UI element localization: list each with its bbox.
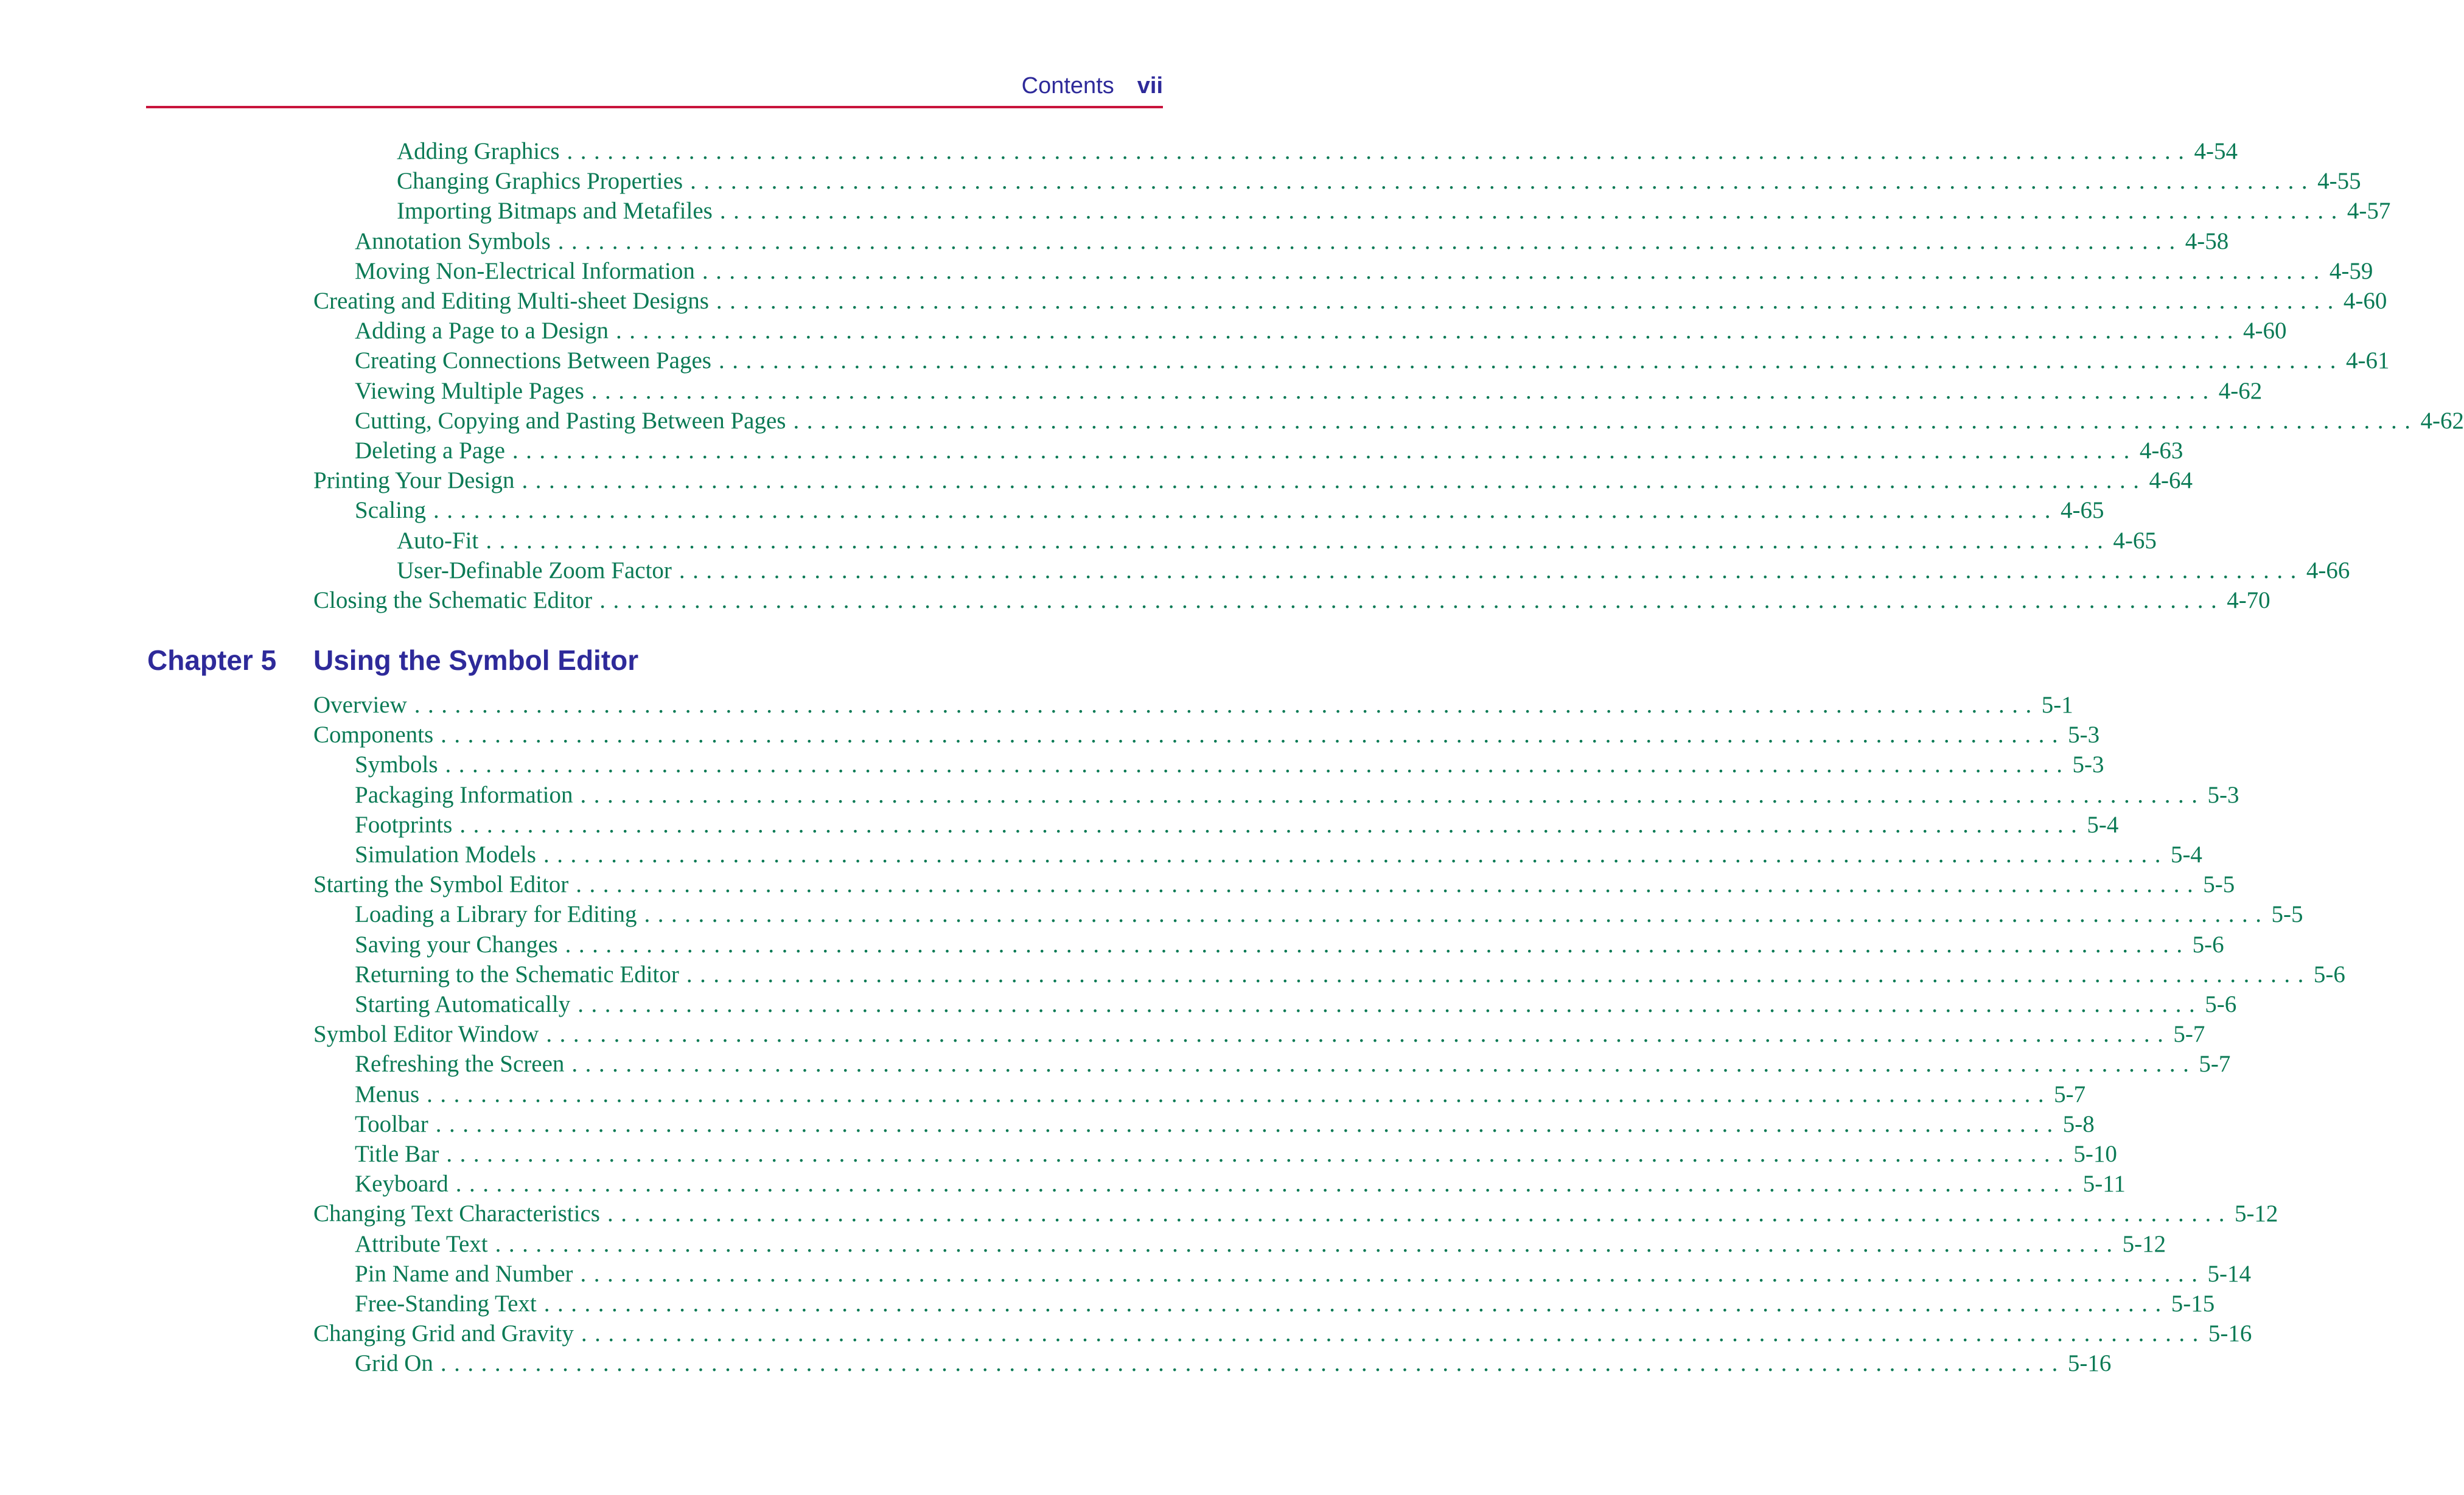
toc-entry-title: Packaging Information: [355, 781, 573, 808]
toc-entry-page: 5-5: [2203, 871, 2235, 898]
dot-leader: ........................................................................................................................: [607, 1201, 2232, 1227]
toc-entry[interactable]: [355, 901, 2303, 930]
toc-entry[interactable]: [355, 1170, 2126, 1200]
toc-entry[interactable]: [355, 781, 2239, 811]
toc-entry[interactable]: [355, 841, 2202, 871]
toc-entry-page: 5-12: [2234, 1201, 2278, 1227]
dot-leader: ........................................................................................................................: [718, 347, 2344, 374]
dot-leader: ........................................................................................................................: [512, 437, 2137, 464]
toc-entry-title: Loading a Library for Editing: [355, 901, 637, 928]
toc-entry-page: 4-66: [2306, 557, 2350, 584]
toc-entry[interactable]: [355, 751, 2104, 781]
dot-leader: ........................................................................................................................: [543, 1291, 2169, 1317]
dot-leader: ........................................................................................................................: [440, 1350, 2065, 1377]
toc-entry-title: Footprints: [355, 811, 453, 838]
toc-entry-title: Adding Graphics: [397, 138, 560, 164]
toc-entry[interactable]: [397, 557, 2350, 587]
toc-entry-title: Symbols: [355, 751, 438, 778]
toc-entry[interactable]: [313, 1320, 2252, 1350]
dot-leader: ........................................................................................................................: [690, 168, 2316, 195]
toc-entry[interactable]: [355, 1050, 2231, 1080]
toc-entry-page: 4-61: [2345, 347, 2390, 374]
toc-entry-page: 4-70: [2227, 587, 2270, 613]
dot-leader: ........................................................................................................................: [580, 781, 2205, 808]
dot-leader: ........................................................................................................................: [433, 497, 2058, 524]
toc-entry-page: 5-1: [2041, 692, 2073, 718]
toc-entry[interactable]: [397, 527, 2157, 557]
dot-leader: ........................................................................................................................: [571, 1051, 2197, 1078]
toc-entry-title: Keyboard: [355, 1171, 448, 1197]
dot-leader: ........................................................................................................................: [546, 1021, 2171, 1048]
toc-entry-title: Returning to the Schematic Editor: [355, 961, 679, 988]
dot-leader: ........................................................................................................................: [446, 1141, 2071, 1167]
toc-entry[interactable]: [355, 257, 2373, 287]
dot-leader: ........................................................................................................................: [793, 407, 2418, 434]
toc-entry-title: Toolbar: [355, 1110, 428, 1137]
toc-entry[interactable]: [355, 437, 2183, 467]
header-section-label: Contents: [1021, 73, 1114, 99]
toc-entry-page: 5-15: [2171, 1291, 2215, 1317]
dot-leader: ........................................................................................................................: [599, 587, 2225, 613]
toc-entry[interactable]: [355, 228, 2229, 257]
dot-leader: ........................................................................................................................: [580, 1260, 2205, 1287]
toc-entry[interactable]: [355, 1110, 2095, 1140]
dot-leader: ........................................................................................................................: [455, 1171, 2081, 1197]
toc-entry-page: 5-12: [2122, 1230, 2166, 1257]
dot-leader: ........................................................................................................................: [486, 527, 2111, 554]
toc-entry-page: 4-62: [2420, 407, 2464, 434]
toc-entry-page: 5-6: [2192, 931, 2224, 958]
toc-entry-page: 4-57: [2347, 198, 2391, 225]
dot-leader: ........................................................................................................................: [567, 138, 2192, 164]
toc-entry-title: User-Definable Zoom Factor: [397, 557, 672, 584]
toc-entry[interactable]: [313, 587, 2270, 616]
dot-leader: ........................................................................................................................: [686, 961, 2311, 988]
toc-entry-page: 4-62: [2218, 377, 2263, 404]
toc-entry[interactable]: [355, 811, 2119, 841]
dot-leader: ........................................................................................................................: [414, 692, 2039, 718]
toc-entry-title: Menus: [355, 1081, 420, 1107]
dot-leader: ........................................................................................................................: [557, 228, 2183, 254]
toc-entry-title: Starting the Symbol Editor: [313, 871, 569, 898]
toc-entry-page: 5-8: [2062, 1110, 2095, 1137]
dot-leader: ........................................................................................................................: [578, 991, 2203, 1017]
toc-entry[interactable]: [313, 1200, 2278, 1230]
toc-entry[interactable]: [355, 347, 2390, 377]
dot-leader: ........................................................................................................................: [581, 1320, 2206, 1347]
header-page-number: vii: [1137, 73, 1163, 99]
dot-leader: ........................................................................................................................: [495, 1230, 2120, 1257]
toc-entry-page: 5-4: [2170, 842, 2202, 868]
toc-entry-page: 5-10: [2073, 1141, 2117, 1167]
toc-entry[interactable]: [355, 961, 2345, 991]
toc-entry[interactable]: [355, 1290, 2215, 1320]
toc-entry[interactable]: [355, 1350, 2112, 1379]
toc-entry-title: Simulation Models: [355, 842, 536, 868]
toc-entry-title: Annotation Symbols: [355, 228, 551, 254]
toc-entry[interactable]: [313, 1020, 2205, 1050]
toc-entry[interactable]: [397, 197, 2391, 227]
toc-entry-title: Components: [313, 722, 434, 748]
toc-entry-page: 4-65: [2113, 527, 2157, 554]
toc-entry-page: 5-14: [2207, 1260, 2252, 1287]
toc-entry-page: 4-55: [2317, 168, 2361, 195]
toc-entry-title: Changing Graphics Properties: [397, 168, 683, 195]
dot-leader: ........................................................................................................................: [543, 842, 2168, 868]
toc-entry[interactable]: [355, 1081, 2086, 1110]
toc-entry-title: Changing Grid and Gravity: [313, 1320, 574, 1347]
toc-entry[interactable]: [313, 287, 2387, 317]
toc-entry-page: 4-60: [2343, 288, 2387, 314]
chapter-title: Using the Symbol Editor: [313, 644, 639, 676]
toc-entry-page: 5-7: [2173, 1021, 2205, 1048]
toc-entry-title: Cutting, Copying and Pasting Between Pages: [355, 407, 786, 434]
toc-entry-title: Auto-Fit: [397, 527, 479, 554]
toc-entry-title: Printing Your Design: [313, 467, 515, 494]
dot-leader: ........................................................................................................................: [445, 751, 2070, 778]
toc-entry[interactable]: [355, 377, 2263, 407]
toc-entry[interactable]: [355, 991, 2237, 1020]
toc-entry-title: Moving Non-Electrical Information: [355, 257, 695, 284]
dot-leader: ........................................................................................................................: [459, 811, 2085, 838]
toc-entry-title: Creating Connections Between Pages: [355, 347, 711, 374]
toc-entry-title: Title Bar: [355, 1141, 439, 1167]
toc-entry[interactable]: [355, 407, 2464, 437]
dot-leader: ........................................................................................................................: [679, 557, 2304, 584]
chapter-heading: [147, 644, 638, 677]
toc-entry-title: Pin Name and Number: [355, 1260, 573, 1287]
dot-leader: ........................................................................................................................: [522, 467, 2147, 494]
toc-entry-title: Saving your Changes: [355, 931, 558, 958]
toc-entry-title: Free-Standing Text: [355, 1291, 537, 1317]
toc-entry-title: Symbol Editor Window: [313, 1021, 539, 1048]
toc-entry-title: Adding a Page to a Design: [355, 318, 609, 344]
dot-leader: ........................................................................................................................: [441, 722, 2066, 748]
toc-entry-page: 4-60: [2243, 318, 2287, 344]
toc-entry-title: Closing the Schematic Editor: [313, 587, 593, 613]
toc-entry-page: 5-11: [2082, 1171, 2126, 1197]
toc-entry-page: 4-65: [2060, 497, 2104, 524]
toc-entry[interactable]: [397, 167, 2361, 197]
toc-entry[interactable]: [355, 1140, 2117, 1170]
toc-entry-page: 4-59: [2329, 257, 2373, 284]
toc-entry-title: Creating and Editing Multi-sheet Designs: [313, 288, 709, 314]
dot-leader: ........................................................................................................................: [719, 198, 2345, 225]
toc-entry-title: Viewing Multiple Pages: [355, 377, 584, 404]
toc-entry-title: Scaling: [355, 497, 426, 524]
toc-entry[interactable]: [313, 871, 2235, 901]
toc-entry-page: 5-6: [2205, 991, 2237, 1017]
toc-entry-page: 5-16: [2067, 1350, 2112, 1377]
dot-leader: ........................................................................................................................: [702, 257, 2327, 284]
toc-entry[interactable]: [355, 317, 2287, 347]
dot-leader: ........................................................................................................................: [616, 318, 2241, 344]
toc-entry-title: Grid On: [355, 1350, 433, 1377]
dot-leader: ........................................................................................................................: [576, 871, 2201, 898]
dot-leader: ........................................................................................................................: [427, 1081, 2052, 1107]
toc-entry-page: 4-64: [2149, 467, 2193, 494]
toc-entry[interactable]: [313, 467, 2193, 497]
toc-entry-page: 5-4: [2087, 811, 2119, 838]
toc-entry-title: Refreshing the Screen: [355, 1051, 565, 1078]
toc-entry[interactable]: [355, 1230, 2166, 1260]
toc-entry-page: 5-7: [2054, 1081, 2086, 1107]
toc-entry[interactable]: [313, 721, 2100, 751]
toc-entry-page: 5-3: [2207, 781, 2239, 808]
dot-leader: ........................................................................................................................: [716, 288, 2341, 314]
toc-entry-title: Deleting a Page: [355, 437, 505, 464]
dot-leader: ........................................................................................................................: [644, 901, 2269, 928]
dot-leader: ........................................................................................................................: [435, 1110, 2061, 1137]
toc-entry-page: 4-63: [2139, 437, 2183, 464]
toc-entry-title: Starting Automatically: [355, 991, 571, 1017]
toc-entry-page: 5-5: [2271, 901, 2303, 928]
toc-entry-page: 5-3: [2072, 751, 2104, 778]
toc-entry[interactable]: [355, 497, 2104, 526]
dot-leader: ........................................................................................................................: [565, 931, 2190, 958]
toc-entry-title: Importing Bitmaps and Metafiles: [397, 198, 713, 225]
toc-entry[interactable]: [355, 1260, 2252, 1290]
toc-entry-title: Overview: [313, 692, 407, 718]
toc-entry-page: 5-7: [2199, 1051, 2231, 1078]
dot-leader: ........................................................................................................................: [591, 377, 2216, 404]
toc-entry[interactable]: [355, 931, 2224, 961]
toc-entry-page: 5-3: [2068, 722, 2100, 748]
toc-entry-page: 4-58: [2185, 228, 2229, 254]
toc-entry-title: Attribute Text: [355, 1230, 488, 1257]
toc-entry[interactable]: [397, 138, 2238, 167]
toc-entry-title: Changing Text Characteristics: [313, 1201, 600, 1227]
toc-entry[interactable]: [313, 691, 2073, 721]
toc-entry-page: 4-54: [2194, 138, 2238, 164]
toc-entry-page: 5-16: [2208, 1320, 2252, 1347]
toc-entry-page: 5-6: [2313, 961, 2345, 988]
chapter-number: Chapter 5: [147, 644, 277, 676]
